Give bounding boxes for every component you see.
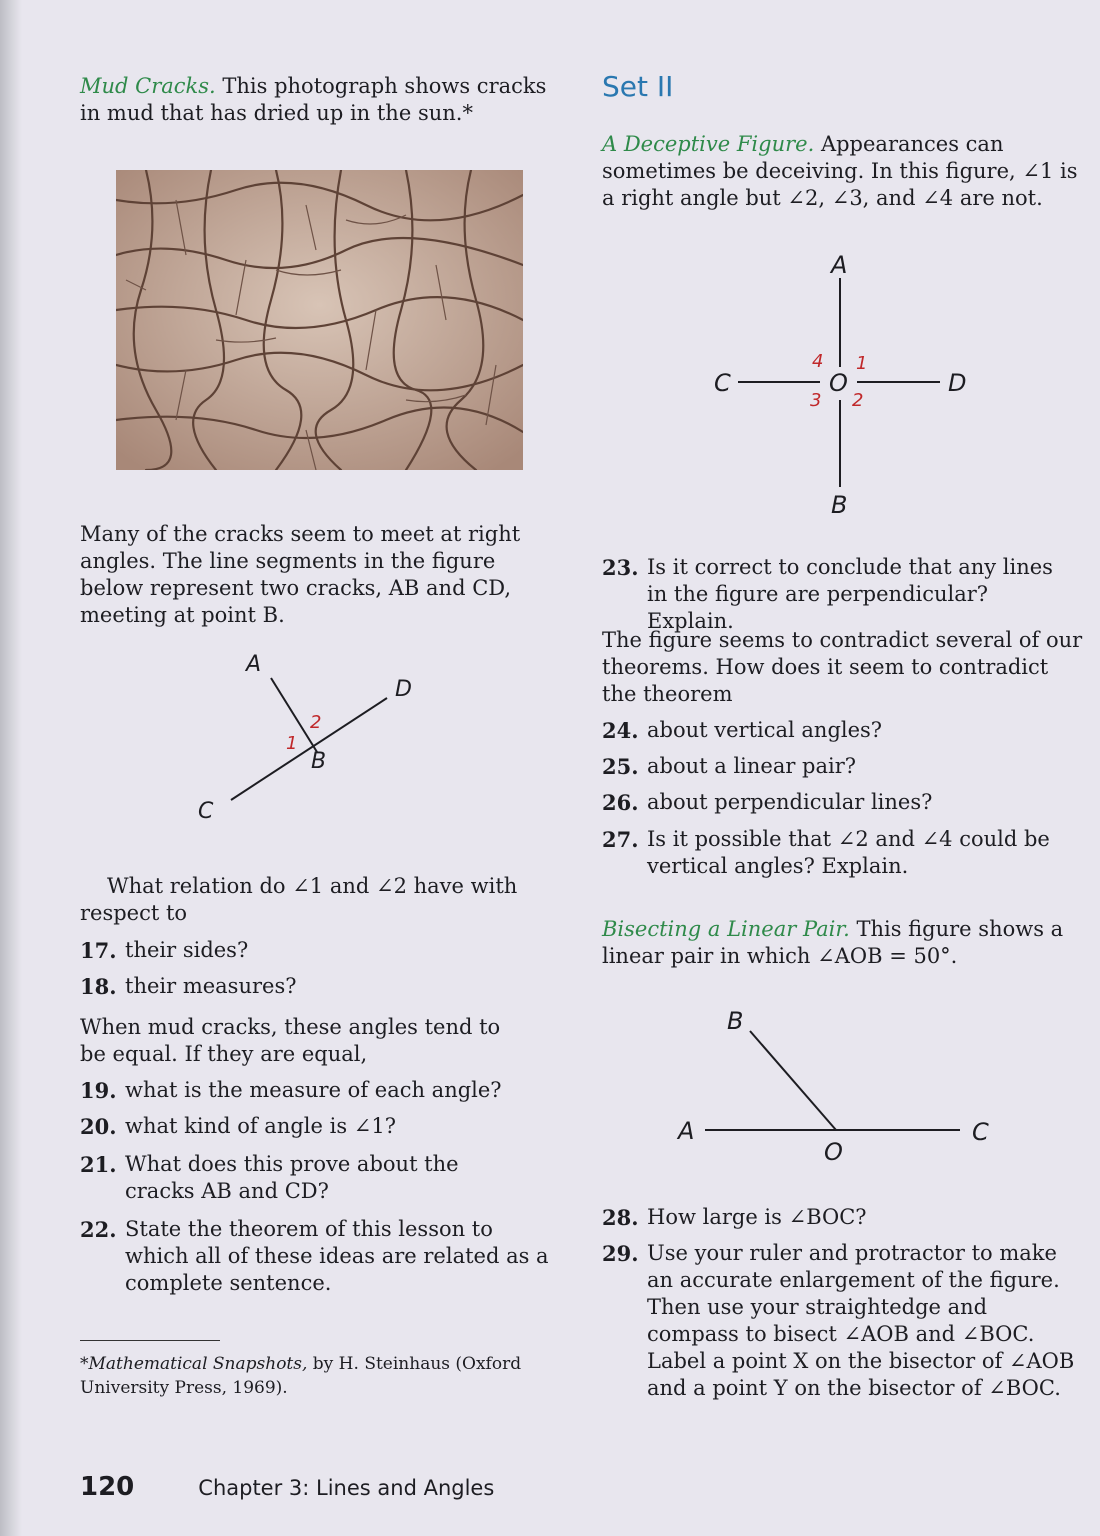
- figure-deceptive-cross: [700, 245, 990, 520]
- mud-cracks-text: This photograph shows cracks in mud that has dried up in the sun.*: [80, 74, 547, 125]
- questions-17-18: [80, 937, 550, 1000]
- question-20: 20. what kind of angle is ∠1?: [80, 1114, 397, 1139]
- page-spine-shadow: [0, 0, 22, 1536]
- footnote-title: *Mathematical Snapshots,: [80, 1354, 308, 1374]
- label-b: B: [831, 491, 848, 519]
- question-21: 21. What does this prove about the cracks AB and CD?: [80, 1152, 459, 1203]
- equal-paragraph: When mud cracks, these angles tend to be equal. If they are equal,: [80, 1015, 501, 1066]
- segment-cd: [231, 698, 387, 800]
- footnote-text: by H. Steinhaus (Oxford University Press, 1969).: [80, 1354, 522, 1398]
- question-24: 24. about vertical angles?: [602, 718, 883, 743]
- cracks-paragraph: Many of the cracks seem to meet at right angles. The line segments in the figure below represent two cracks, AB and CD, meeting at point B.: [80, 522, 521, 627]
- angle-2-label: 2: [310, 712, 322, 733]
- questions-24-27: [602, 717, 1072, 880]
- deceptive-figure-intro: [602, 131, 1084, 212]
- figure-linear-pair: [670, 1000, 1010, 1175]
- angle-1-label: 1: [286, 733, 298, 754]
- angle-4-label: 4: [812, 351, 824, 372]
- label-d: D: [395, 677, 412, 702]
- question-17: 17. their sides?: [80, 938, 249, 963]
- page-footer: [80, 1472, 494, 1502]
- figure-cracks-ab-cd: [190, 640, 430, 830]
- label-d: D: [948, 369, 967, 397]
- question-22: 22. State the theorem of this lesson to which all of these ideas are related as a complete sentence.: [80, 1217, 549, 1295]
- questions-28-29: [602, 1204, 1084, 1402]
- bisect-title: Bisecting a Linear Pair.: [602, 917, 850, 941]
- question-23: 23. Is it correct to conclude that any lines in the figure are perpendicular? Explain.: [602, 555, 1053, 633]
- label-a: A: [678, 1117, 695, 1145]
- angle-3-label: 3: [810, 390, 822, 411]
- footnote-rule: [80, 1340, 220, 1341]
- question-25: 25. about a linear pair?: [602, 754, 857, 779]
- question-29: 29. Use your ruler and protractor to make an accurate enlargement of the figure. Then use your straightedge and compass to bisect ∠AOB and ∠BOC. Label a point X on the bisector of ∠AOB and a point Y on the bisector of ∠BOC.: [602, 1241, 1075, 1400]
- set-ii-title: Set II: [602, 70, 674, 103]
- contradict-paragraph: The figure seems to contradict several of our theorems. How does it seem to contradict the theorem: [602, 628, 1083, 706]
- questions-19-22: [80, 1077, 550, 1297]
- question-27: 27. Is it possible that ∠2 and ∠4 could be vertical angles? Explain.: [602, 827, 1050, 878]
- question-28: 28. How large is ∠BOC?: [602, 1205, 867, 1230]
- question-18: 18. their measures?: [80, 974, 297, 999]
- bisect-text: This figure shows a linear pair in which ∠AOB = 50°.: [602, 917, 1064, 968]
- label-o: O: [829, 369, 848, 397]
- angle-1-label: 1: [856, 353, 868, 374]
- question-26: 26. about perpendicular lines?: [602, 790, 933, 815]
- label-b: B: [727, 1007, 744, 1035]
- label-a: A: [831, 251, 848, 279]
- label-c: C: [714, 369, 731, 397]
- label-c: C: [972, 1118, 989, 1146]
- angle-2-label: 2: [852, 390, 864, 411]
- ray-ob: [750, 1031, 836, 1130]
- page-number: 120: [80, 1472, 135, 1502]
- label-a: A: [246, 652, 262, 677]
- bisect-intro: [602, 916, 1084, 970]
- mud-cracks-intro: [80, 73, 560, 127]
- chapter-title: Chapter 3: Lines and Angles: [198, 1476, 495, 1500]
- mud-cracks-title: Mud Cracks.: [80, 74, 216, 98]
- footnote: [80, 1352, 530, 1400]
- label-o: O: [824, 1138, 843, 1166]
- mud-cracks-photo: [116, 170, 523, 470]
- relation-question: What relation do ∠1 and ∠2 have with respect to: [80, 874, 518, 925]
- question-19: 19. what is the measure of each angle?: [80, 1078, 502, 1103]
- label-b: B: [311, 749, 327, 774]
- deceptive-figure-title: A Deceptive Figure.: [602, 132, 815, 156]
- deceptive-figure-text: Appearances can sometimes be deceiving. In this figure, ∠1 is a right angle but ∠2, ∠3, and ∠4 are not.: [602, 132, 1078, 210]
- label-c: C: [198, 799, 214, 824]
